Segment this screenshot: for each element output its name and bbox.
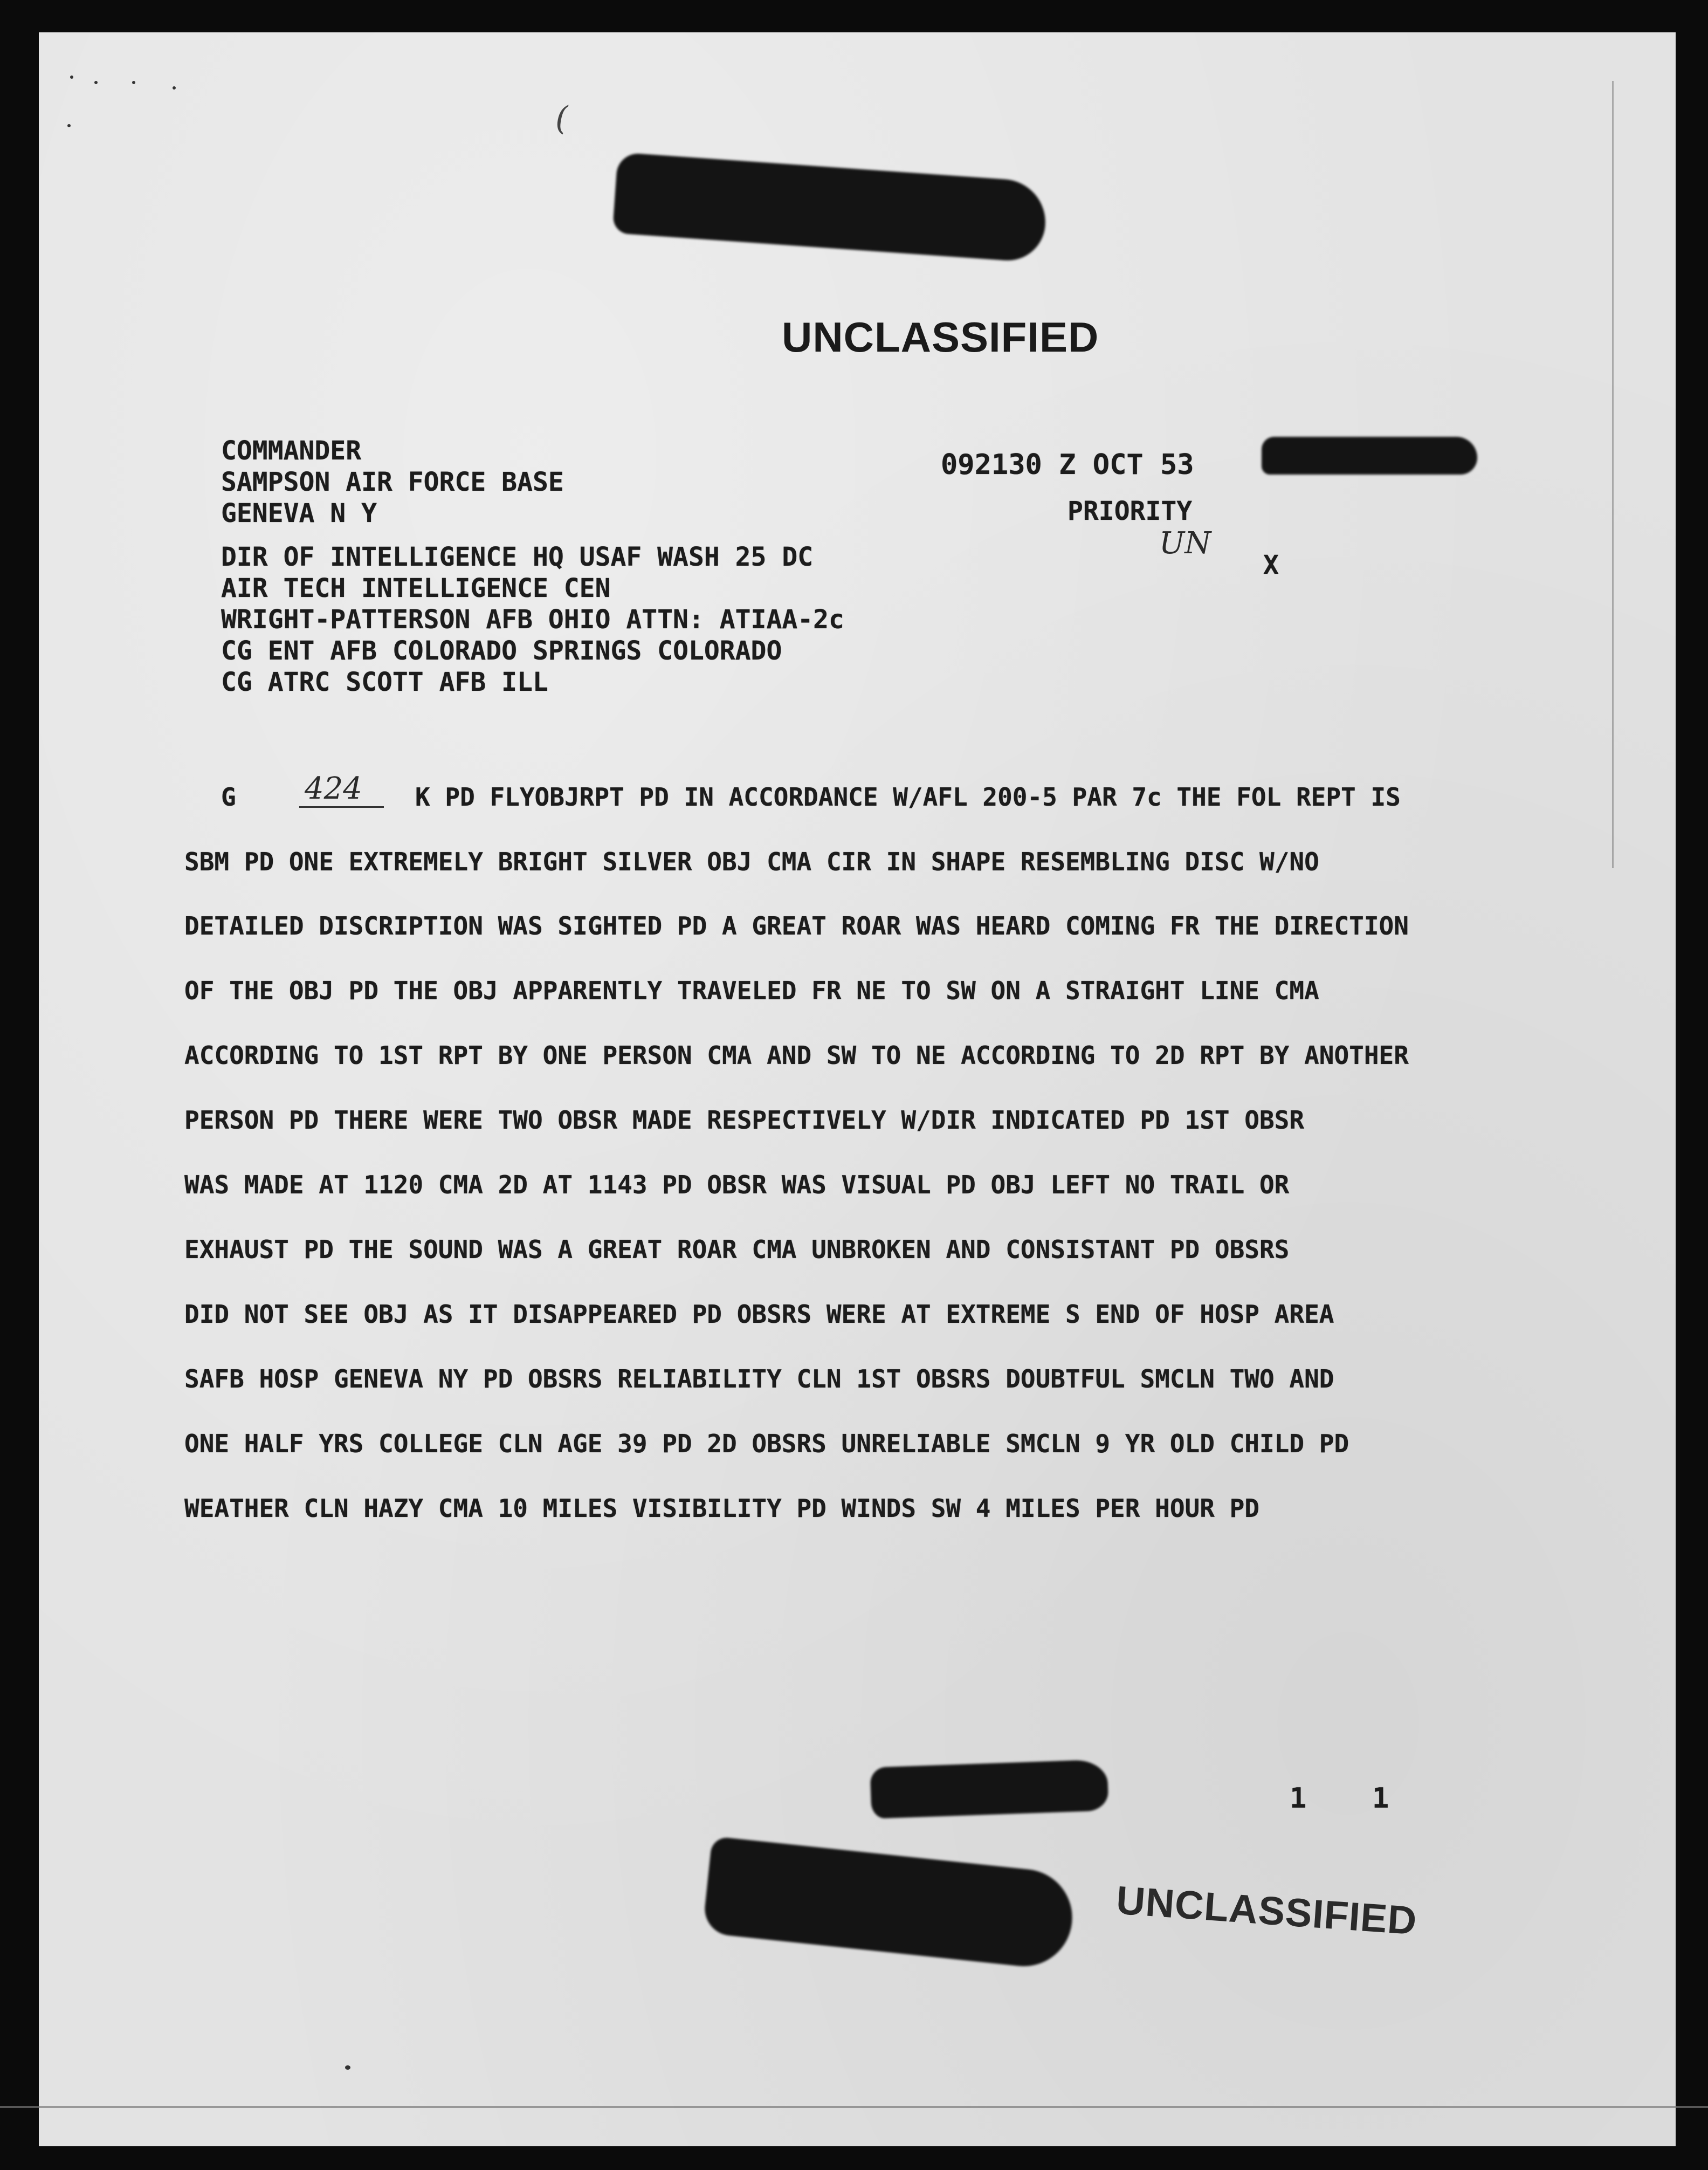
message-line-10: ONE HALF YRS COLLEGE CLN AGE 39 PD 2D OBSRS UNRELIABLE SMCLN 9 YR OLD CHILD PD (184, 1429, 1349, 1458)
message-line-2: DETAILED DISCRIPTION WAS SIGHTED PD A GREAT ROAR WAS HEARD COMING FR THE DIRECTION (184, 911, 1409, 940)
x-mark: X (1263, 550, 1279, 580)
from-line-3: GENEVA N Y (221, 498, 377, 528)
stray-mark: ( (555, 100, 568, 138)
page-bottom-edge (0, 2106, 1708, 2108)
message-line-3: OF THE OBJ PD THE OBJ APPARENTLY TRAVELED FR NE TO SW ON A STRAIGHT LINE CMA (184, 976, 1319, 1005)
message-line-4: ACCORDING TO 1ST RPT BY ONE PERSON CMA AND SW TO NE ACCORDING TO 2D RPT BY ANOTHER (184, 1041, 1409, 1070)
precedence: PRIORITY (1068, 496, 1193, 526)
message-line-6: WAS MADE AT 1120 CMA 2D AT 1143 PD OBSR WAS VISUAL PD OBJ LEFT NO TRAIL OR (184, 1170, 1290, 1199)
to-line-4: CG ENT AFB COLORADO SPRINGS COLORADO (221, 636, 782, 666)
classification-stamp-top: UNCLASSIFIED (782, 313, 1099, 361)
redaction-block-bottom-small (870, 1759, 1108, 1818)
page-number-right: 1 (1372, 1782, 1389, 1815)
message-number-handwritten: 424 (299, 771, 384, 808)
classification-stamp-bottom: UNCLASSIFIED (1114, 1877, 1419, 1944)
from-line-1: COMMANDER (221, 436, 362, 466)
message-line-8: DID NOT SEE OBJ AS IT DISAPPEARED PD OBSRS WERE AT EXTREME S END OF HOSP AREA (184, 1300, 1334, 1329)
to-line-5: CG ATRC SCOTT AFB ILL (221, 667, 548, 697)
to-line-2: AIR TECH INTELLIGENCE CEN (221, 573, 611, 603)
redaction-block-header-right (1262, 437, 1477, 475)
handwritten-initials: UN (1159, 526, 1211, 561)
page-number-left: 1 (1290, 1782, 1307, 1815)
message-line-9: SAFB HOSP GENEVA NY PD OBSRS RELIABILITY CLN 1ST OBSRS DOUBTFUL SMCLN TWO AND (184, 1364, 1334, 1393)
date-time-group: 092130 Z OCT 53 (941, 449, 1194, 481)
message-lead-prefix: G (221, 782, 236, 812)
from-line-2: SAMPSON AIR FORCE BASE (221, 467, 564, 497)
page-edge-line (1612, 81, 1614, 868)
message-line-11: WEATHER CLN HAZY CMA 10 MILES VISIBILITY PD WINDS SW 4 MILES PER HOUR PD (184, 1494, 1259, 1523)
to-line-1: DIR OF INTELLIGENCE HQ USAF WASH 25 DC (221, 542, 814, 572)
message-lead-line: K PD FLYOBJRPT PD IN ACCORDANCE W/AFL 200-5 PAR 7c THE FOL REPT IS (415, 782, 1401, 812)
message-line-1: SBM PD ONE EXTREMELY BRIGHT SILVER OBJ CMA CIR IN SHAPE RESEMBLING DISC W/NO (184, 847, 1319, 876)
message-line-5: PERSON PD THERE WERE TWO OBSR MADE RESPECTIVELY W/DIR INDICATED PD 1ST OBSR (184, 1105, 1305, 1135)
message-line-7: EXHAUST PD THE SOUND WAS A GREAT ROAR CMA UNBROKEN AND CONSISTANT PD OBSRS (184, 1235, 1290, 1264)
to-line-3: WRIGHT-PATTERSON AFB OHIO ATTN: ATIAA-2c (221, 605, 844, 635)
